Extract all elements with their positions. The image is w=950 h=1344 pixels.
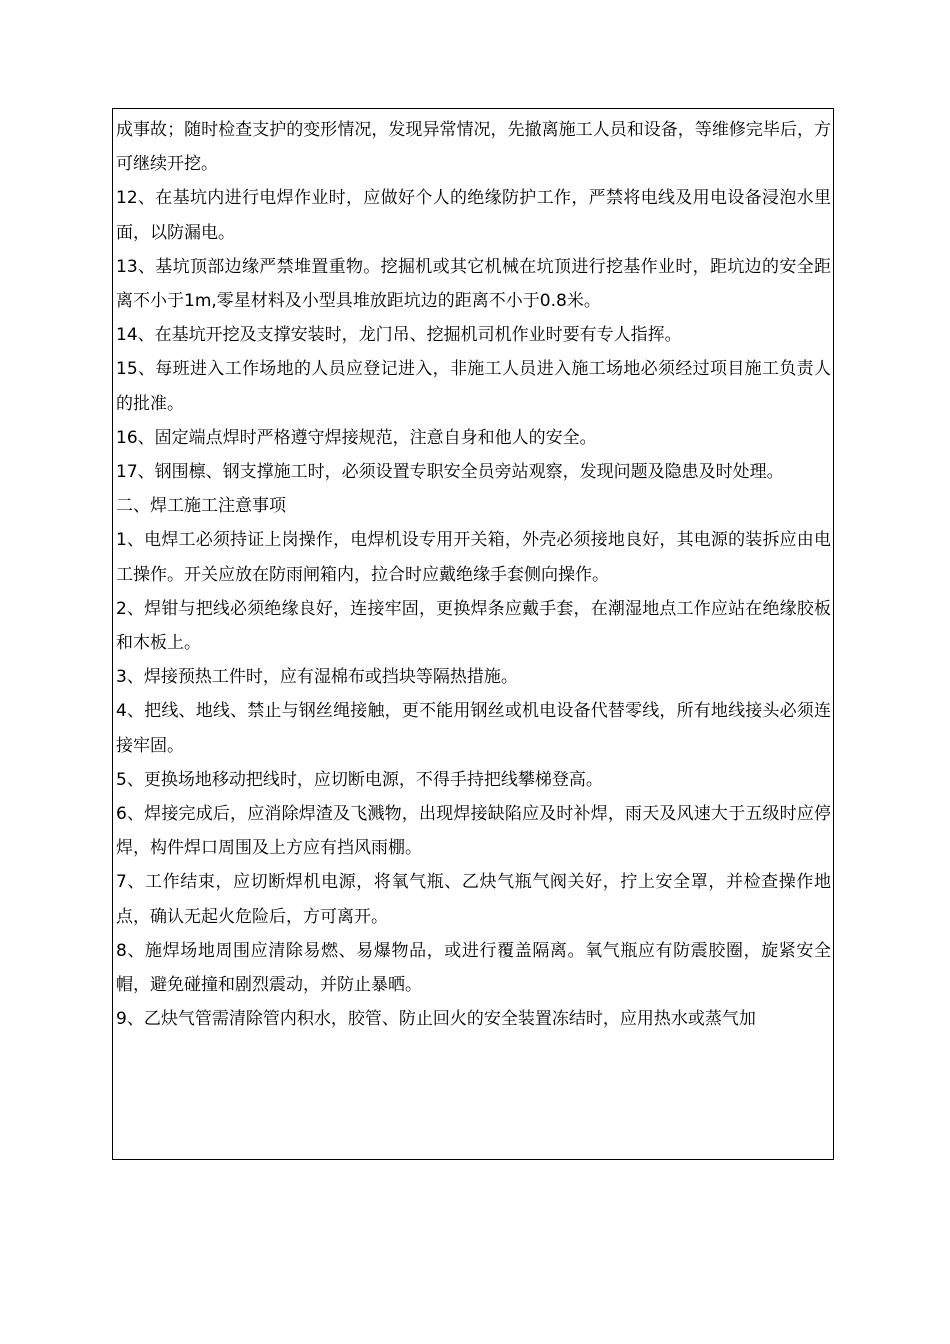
paragraph: 4、把线、地线、禁止与钢丝绳接触，更不能用钢丝或机电设备代替零线，所有地线接头必须连接牢固。 — [116, 701, 831, 756]
paragraph: 7、工作结束，应切断焊机电源，将氧气瓶、乙炔气瓶气阀关好，拧上安全罩，并检查操作地点，确认无起火危险后，方可离开。 — [116, 872, 831, 927]
paragraph: 15、每班进入工作场地的人员应登记进入，非施工人员进入施工场地必须经过项目施工负责人的批准。 — [116, 359, 831, 414]
paragraph: 1、电焊工必须持证上岗操作，电焊机设专用开关箱，外壳必须接地良好，其电源的装拆应由电工操作。开关应放在防雨闸箱内，拉合时应戴绝缘手套侧向操作。 — [116, 530, 831, 585]
section-heading: 二、焊工施工注意事项 — [116, 496, 286, 517]
paragraph: 16、固定端点焊时严格遵守焊接规范，注意自身和他人的安全。 — [116, 427, 597, 448]
paragraph: 12、在基坑内进行电焊作业时，应做好个人的绝缘防护工作，严禁将电线及用电设备浸泡水里面，以防漏电。 — [116, 188, 831, 243]
paragraph: 3、焊接预热工件时，应有湿棉布或挡块等隔热措施。 — [116, 667, 518, 688]
paragraph: 8、施焊场地周围应清除易燃、易爆物品，或进行覆盖隔离。氧气瓶应有防震胶圈，旋紧安全帽，避免碰撞和剧烈震动，并防止暴晒。 — [116, 940, 831, 996]
paragraph: 9、乙炔气管需清除管内积水，胶管、防止回火的安全装置冻结时，应用热水或蒸气加 — [116, 1009, 756, 1030]
paragraph: 6、焊接完成后，应消除焊渣及飞溅物，出现焊接缺陷应及时补焊，雨天及风速大于五级时应停焊，构件焊口周围及上方应有挡风雨棚。 — [116, 804, 831, 859]
paragraph: 5、更换场地移动把线时，应切断电源，不得手持把线攀梯登高。 — [116, 769, 603, 790]
paragraph: 2、焊钳与把线必须绝缘良好，连接牢固，更换焊条应戴手套，在潮湿地点工作应站在绝缘胶板和木板上。 — [116, 598, 831, 654]
paragraph: 13、基坑顶部边缘严禁堆置重物。挖掘机或其它机械在坑顶进行挖基作业时，距坑边的安全距离不小于1m,零星材料及小型具堆放距坑边的距离不小于0.8米。 — [116, 256, 831, 312]
paragraph: 17、钢围檩、钢支撑施工时，必须设置专职安全员旁站观察，发现问题及隐患及时处理。 — [116, 462, 784, 483]
document-body — [113, 109, 833, 1036]
paragraph: 14、在基坑开挖及支撑安装时，龙门吊、挖掘机司机作业时要有专人指挥。 — [116, 325, 682, 346]
paragraph: 成事故；随时检查支护的变形情况，发现异常情况，先撤离施工人员和设备，等维修完毕后，方可继续开挖。 — [116, 120, 831, 175]
document-table-cell — [112, 108, 834, 1160]
